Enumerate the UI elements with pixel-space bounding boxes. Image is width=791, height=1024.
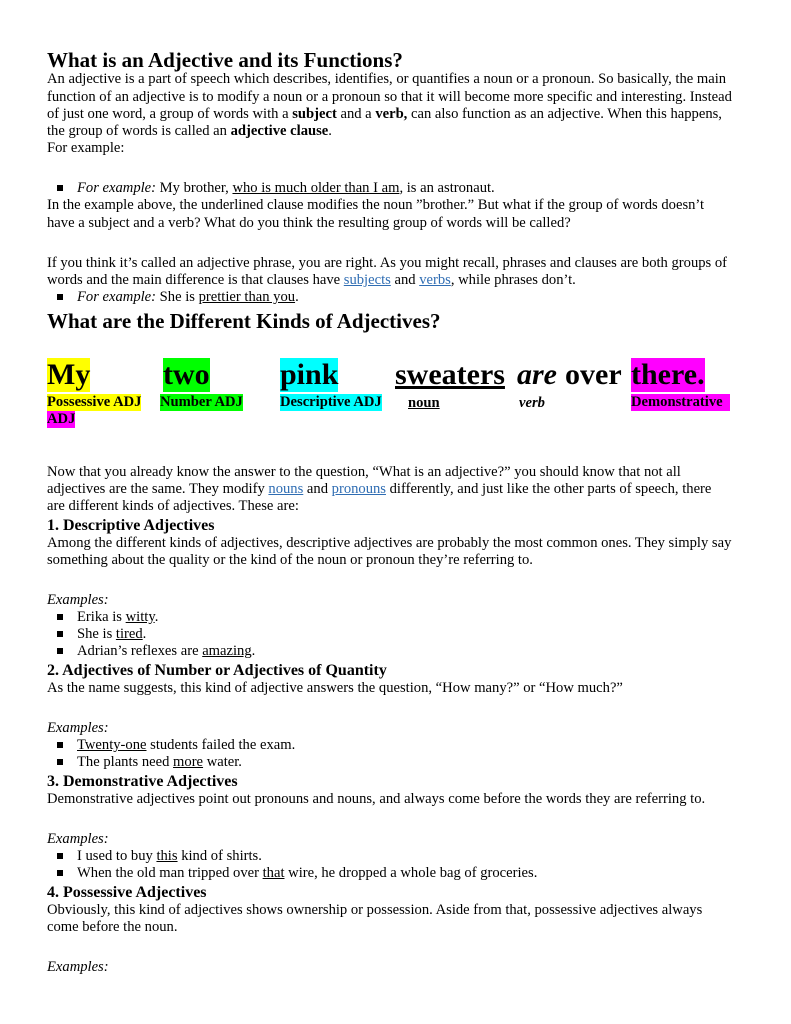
paragraph-line: words and the main difference is that clauses have subjects and verbs, while phrases don’t. bbox=[47, 272, 576, 288]
word-two: two bbox=[163, 358, 210, 391]
word-my: My bbox=[47, 358, 91, 391]
paragraph-line: If you think it’s called an adjective phrase, you are right. As you might recall, phrases and clauses are both groups of bbox=[47, 255, 728, 271]
link-verbs[interactable]: verbs bbox=[419, 272, 451, 288]
paragraph-line: have a subject and a verb? What do you think the resulting group of words will be called? bbox=[47, 215, 571, 231]
word-sweaters: sweaters bbox=[395, 358, 505, 391]
link-nouns[interactable]: nouns bbox=[268, 481, 304, 497]
link-pronouns[interactable]: pronouns bbox=[331, 481, 386, 497]
list-item: Adrian’s reflexes are amazing. bbox=[57, 643, 255, 660]
list-item: For example: My brother, who is much older than I am, is an astronaut. bbox=[57, 180, 495, 197]
bullet-square-icon bbox=[57, 631, 63, 637]
tag-verb: verb bbox=[519, 395, 545, 411]
tag-number-adj: Number ADJ bbox=[160, 394, 243, 410]
section-title-adjective-functions: What is an Adjective and its Functions? bbox=[47, 48, 403, 72]
bullet-square-icon bbox=[57, 870, 63, 876]
bullet-square-icon bbox=[57, 648, 63, 654]
tag-noun: noun bbox=[408, 395, 440, 411]
tag-descriptive-adj: Descriptive ADJ bbox=[280, 394, 382, 410]
heading-descriptive-adjectives: 1. Descriptive Adjectives bbox=[47, 517, 215, 534]
paragraph-line: Obviously, this kind of adjectives shows ownership or possession. Aside from that, possessive adjectives always bbox=[47, 902, 703, 918]
bold-term-subject: subject bbox=[292, 106, 337, 122]
bullet-square-icon bbox=[57, 853, 63, 859]
word-are: are bbox=[517, 358, 557, 391]
examples-label: Examples: bbox=[47, 959, 109, 975]
examples-label: Examples: bbox=[47, 592, 109, 608]
paragraph-line: the group of words is called an adjective clause. bbox=[47, 123, 332, 139]
paragraph-line: adjectives are the same. They modify nouns and pronouns differently, and just like the other parts of speech, there bbox=[47, 481, 712, 497]
bullet-square-icon bbox=[57, 759, 63, 765]
paragraph-line: Now that you already know the answer to the question, “What is an adjective?” you should know that not all bbox=[47, 464, 681, 480]
bullet-square-icon bbox=[57, 185, 63, 191]
word-there: there. bbox=[631, 358, 705, 391]
tag-possessive-adj: Possessive ADJ bbox=[47, 394, 142, 410]
list-item: Erika is witty. bbox=[57, 609, 158, 626]
paragraph-line: come before the noun. bbox=[47, 919, 178, 935]
bullet-square-icon bbox=[57, 742, 63, 748]
bold-term-adjective-clause: adjective clause bbox=[230, 123, 329, 139]
section-title-kinds-of-adjectives: What are the Different Kinds of Adjectives? bbox=[47, 309, 441, 333]
paragraph-line: something about the quality or the kind of the noun or pronoun they’re referring to. bbox=[47, 552, 533, 568]
tag-demonstrative-adj: Demonstrative bbox=[631, 394, 730, 411]
list-item: She is tired. bbox=[57, 626, 146, 643]
paragraph-line: Demonstrative adjectives point out pronouns and nouns, and always come before the words they are referring to. bbox=[47, 791, 706, 807]
examples-label: Examples: bbox=[47, 720, 109, 736]
paragraph-line: are different kinds of adjectives. These are: bbox=[47, 498, 299, 514]
heading-demonstrative-adjectives: 3. Demonstrative Adjectives bbox=[47, 773, 238, 790]
paragraph-line: An adjective is a part of speech which describes, identifies, or quantifies a noun or a pronoun. So basically, the main bbox=[47, 71, 727, 87]
paragraph-line: As the name suggests, this kind of adjective answers the question, “How many?” or “How much?” bbox=[47, 680, 623, 696]
bullet-square-icon bbox=[57, 294, 63, 300]
list-item: Twenty-one students failed the exam. bbox=[57, 737, 295, 754]
list-item: For example: She is prettier than you. bbox=[57, 289, 299, 306]
bold-term-verb: verb, bbox=[375, 106, 408, 122]
heading-number-adjectives: 2. Adjectives of Number or Adjectives of Quantity bbox=[47, 662, 387, 679]
heading-possessive-adjectives: 4. Possessive Adjectives bbox=[47, 884, 207, 901]
list-item: The plants need more water. bbox=[57, 754, 242, 771]
paragraph-line: of just one word, a group of words with a subject and a verb, can also function as an adjective. When this happens, bbox=[47, 106, 722, 122]
link-subjects[interactable]: subjects bbox=[343, 272, 391, 288]
word-over: over bbox=[565, 358, 622, 391]
bullet-square-icon bbox=[57, 614, 63, 620]
list-item: When the old man tripped over that wire, he dropped a whole bag of groceries. bbox=[57, 865, 537, 882]
word-pink: pink bbox=[280, 358, 339, 391]
list-item: I used to buy this kind of shirts. bbox=[57, 848, 262, 865]
tag-demonstrative-adj-cont: ADJ bbox=[47, 411, 76, 427]
paragraph-line: For example: bbox=[47, 140, 125, 156]
paragraph-line: function of an adjective is to modify a noun or a pronoun so that it will become more specific and interesting. Instead bbox=[47, 89, 732, 105]
examples-label: Examples: bbox=[47, 831, 109, 847]
paragraph-line: Among the different kinds of adjectives, descriptive adjectives are probably the most common ones. They simply say bbox=[47, 535, 732, 551]
paragraph-line: In the example above, the underlined clause modifies the noun ”brother.” But what if the group of words doesn’t bbox=[47, 197, 705, 213]
